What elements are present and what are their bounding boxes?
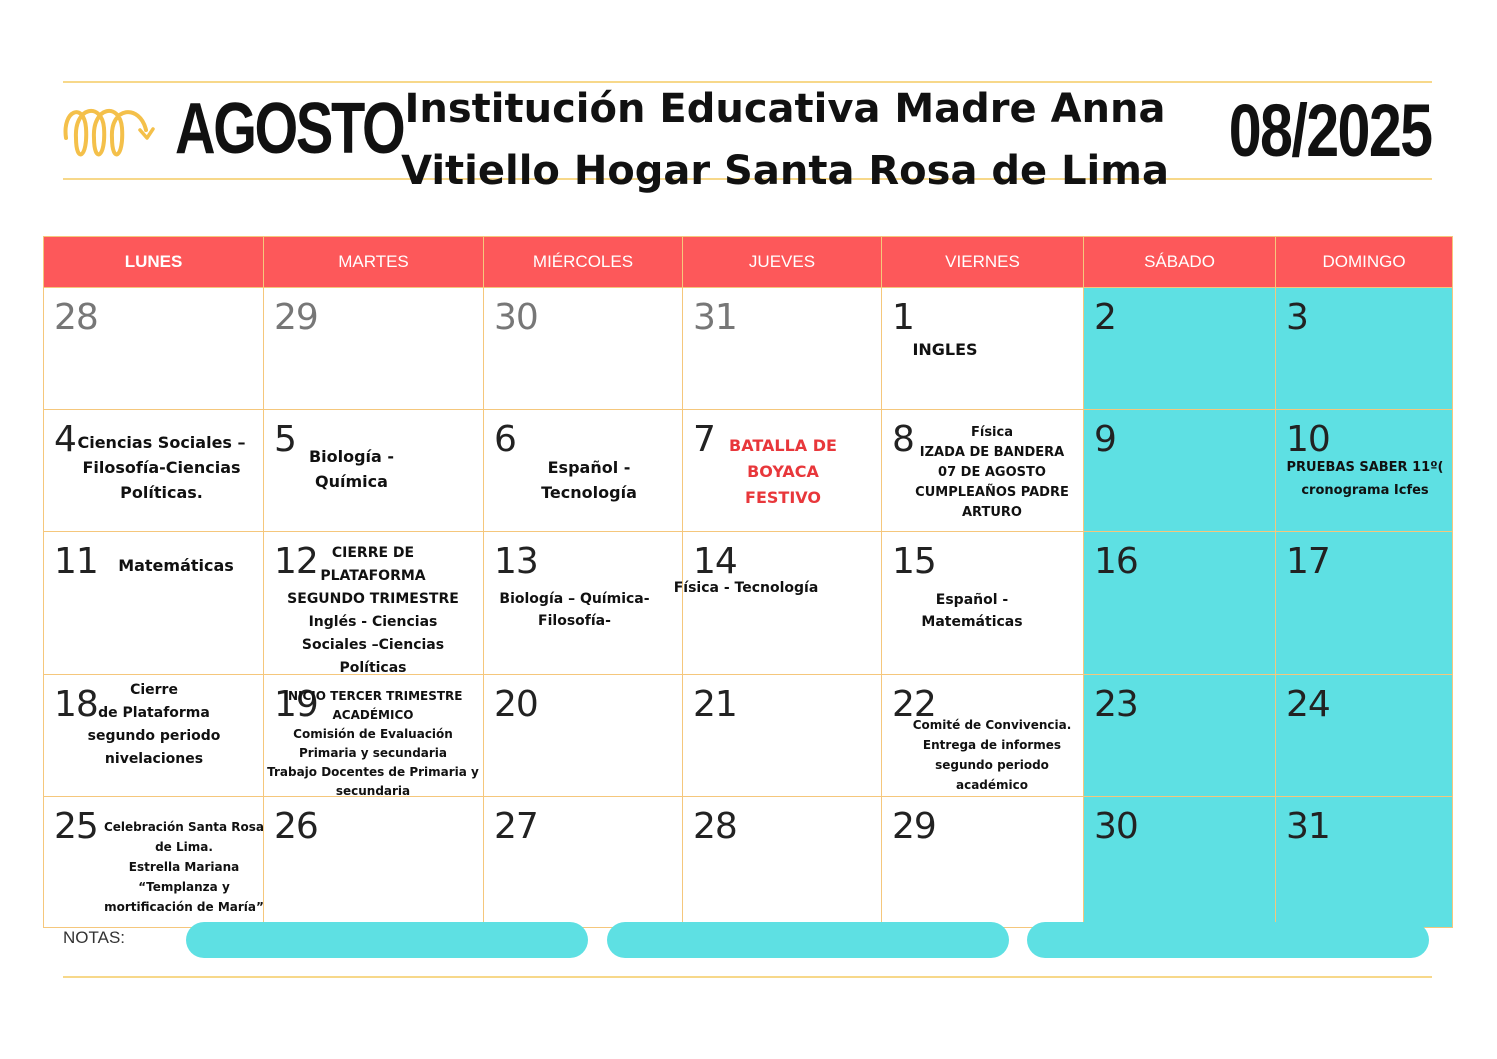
day-cell[interactable] [882, 410, 1084, 532]
day-number: 10 [1286, 419, 1330, 460]
day-number: 23 [1094, 684, 1138, 725]
day-cell[interactable] [264, 797, 484, 928]
day-event-holiday: BATALLA DE BOYACA FESTIVO [729, 436, 837, 507]
day-cell[interactable] [44, 532, 264, 675]
day-cell[interactable] [882, 675, 1084, 797]
weekday-sunday: DOMINGO [1276, 237, 1453, 288]
day-number: 30 [494, 297, 538, 338]
institution-name [395, 78, 1175, 202]
day-cell[interactable] [673, 532, 882, 675]
day-event: CIERRE DE PLATAFORMA SEGUNDO TRIMESTRE Inglés - Ciencias Sociales –Ciencias Políticas [287, 545, 459, 676]
weekday-tuesday: MARTES [264, 237, 484, 288]
day-number: 29 [274, 297, 318, 338]
day-number: 8 [892, 419, 914, 460]
weekday-header-row [44, 237, 1453, 288]
weekday-wednesday: MIÉRCOLES [484, 237, 683, 288]
day-number: 13 [494, 541, 538, 582]
day-number: 29 [892, 806, 936, 847]
day-number: 3 [1286, 297, 1308, 338]
weekday-thursday: JUEVES [683, 237, 882, 288]
day-event: Comité de Convivencia. Entrega de informes segundo periodo académico [912, 718, 1072, 792]
day-event: Cierre de Plataforma segundo periodo nivelaciones [87, 682, 221, 767]
day-number: 11 [54, 541, 98, 582]
day-cell[interactable] [683, 675, 882, 797]
day-cell[interactable] [484, 288, 683, 410]
day-cell[interactable] [683, 797, 882, 928]
day-event: PRUEBAS SABER 11º( cronograma Icfes [1286, 460, 1444, 498]
day-event: Español - Matemáticas [921, 592, 1023, 630]
swirl-arrow-icon [62, 98, 157, 168]
day-cell[interactable] [1276, 410, 1453, 532]
day-number: 5 [274, 419, 296, 460]
notes-field-1[interactable] [186, 922, 588, 958]
day-number: 15 [892, 541, 936, 582]
day-cell[interactable] [1084, 288, 1276, 410]
day-event: INICIO TERCER TRIMESTRE ACADÉMICO Comisión de Evaluación Primaria y secundaria Trabajo Docentes de Primaria y secundaria [267, 689, 479, 798]
day-event: Matemáticas [118, 556, 234, 575]
month-title: AGOSTO [175, 89, 404, 169]
day-number: 4 [54, 419, 76, 460]
day-number: 31 [693, 297, 737, 338]
day-cell[interactable] [882, 797, 1084, 928]
day-number: 17 [1286, 541, 1330, 582]
day-cell[interactable] [1276, 532, 1453, 675]
day-cell[interactable] [484, 410, 683, 532]
day-cell[interactable] [484, 675, 683, 797]
day-cell[interactable] [683, 410, 882, 532]
day-number: 19 [274, 684, 318, 725]
week-row [44, 797, 1453, 928]
day-number: 20 [494, 684, 538, 725]
day-number: 24 [1286, 684, 1330, 725]
day-number: 12 [274, 541, 318, 582]
day-event: Biología – Química- Filosofía- [499, 591, 650, 629]
day-event: Español - Tecnología [541, 458, 637, 502]
day-number: 9 [1094, 419, 1116, 460]
notes-field-2[interactable] [607, 922, 1009, 958]
day-cell[interactable] [264, 288, 484, 410]
day-number: 18 [54, 684, 98, 725]
day-cell[interactable] [1276, 797, 1453, 928]
day-cell[interactable] [264, 675, 484, 797]
day-number: 16 [1094, 541, 1138, 582]
day-event: INGLES [912, 340, 978, 359]
day-cell[interactable] [44, 797, 264, 928]
day-number: 31 [1286, 806, 1330, 847]
day-number: 22 [892, 684, 936, 725]
day-number: 27 [494, 806, 538, 847]
day-event: Biología - Química [308, 447, 395, 491]
day-cell[interactable] [1084, 797, 1276, 928]
footer-line [63, 976, 1432, 978]
day-cell[interactable] [1276, 288, 1453, 410]
day-cell[interactable] [1084, 410, 1276, 532]
day-number: 21 [693, 684, 737, 725]
institution-line-2: Vitiello Hogar Santa Rosa de Lima [401, 148, 1169, 194]
notes-label: NOTAS: [63, 928, 126, 947]
day-cell[interactable] [1084, 532, 1276, 675]
day-cell[interactable] [1276, 675, 1453, 797]
weekday-monday: LUNES [44, 237, 264, 288]
day-cell[interactable] [44, 675, 264, 797]
day-event: Celebración Santa Rosa de Lima. Estrella Mariana “Templanza y mortificación de María” [103, 820, 264, 914]
weekday-friday: VIERNES [882, 237, 1084, 288]
day-number: 30 [1094, 806, 1138, 847]
day-number: 7 [693, 419, 715, 460]
day-event: Física - Tecnología [673, 580, 819, 596]
day-cell[interactable] [683, 288, 882, 410]
day-cell[interactable] [1084, 675, 1276, 797]
calendar-grid [43, 236, 1453, 928]
weekday-saturday: SÁBADO [1084, 237, 1276, 288]
day-cell[interactable] [44, 288, 264, 410]
day-number: 1 [892, 297, 914, 338]
day-cell[interactable] [882, 532, 1084, 675]
day-cell[interactable] [484, 532, 683, 675]
day-event: Ciencias Sociales – Filosofía-Ciencias Políticas. [77, 433, 246, 502]
day-number: 14 [693, 541, 737, 582]
day-number: 26 [274, 806, 318, 847]
day-cell[interactable] [264, 410, 484, 532]
day-number: 2 [1094, 297, 1116, 338]
day-number: 25 [54, 806, 98, 847]
day-cell[interactable] [264, 532, 484, 675]
week-row [44, 532, 1453, 675]
day-number: 28 [693, 806, 737, 847]
day-cell[interactable] [882, 288, 1084, 410]
notes-field-3[interactable] [1027, 922, 1429, 958]
institution-line-1: Institución Educativa Madre Anna [404, 86, 1166, 132]
week-row [44, 410, 1453, 532]
week-row [44, 675, 1453, 797]
month-year-date: 08/2025 [1228, 89, 1431, 172]
day-number: 28 [54, 297, 98, 338]
day-cell[interactable] [484, 797, 683, 928]
day-event: Física IZADA DE BANDERA 07 DE AGOSTO CUMPLEAÑOS PADRE ARTURO [915, 425, 1069, 520]
day-number: 6 [494, 419, 516, 460]
week-row [44, 288, 1453, 410]
day-cell[interactable] [44, 410, 264, 532]
